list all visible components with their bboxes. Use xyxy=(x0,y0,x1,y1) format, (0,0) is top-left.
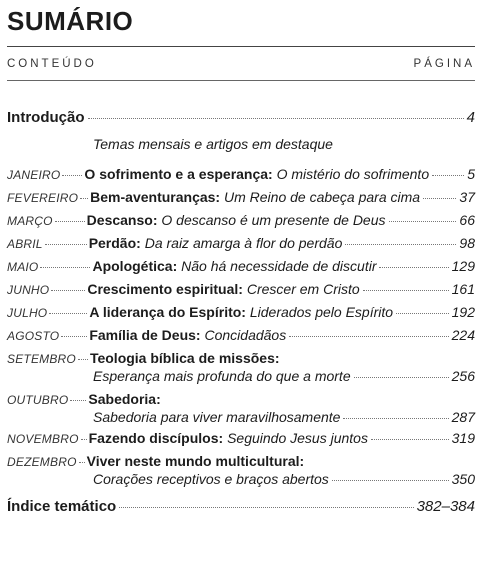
month-label: MAIO xyxy=(7,260,39,274)
toc-entry-page: 98 xyxy=(459,235,475,251)
month-label: OUTUBRO xyxy=(7,393,69,407)
topic-title: Descanso: xyxy=(86,212,158,228)
toc-entry-month[interactable] xyxy=(7,212,475,230)
dot-leader xyxy=(79,462,85,463)
toc-entry-page: 256 xyxy=(451,368,475,384)
dot-leader xyxy=(289,336,448,337)
dot-leader xyxy=(70,400,86,401)
dot-leader xyxy=(389,221,457,222)
dot-leader xyxy=(80,198,88,199)
article-title: O descanso é um presente de Deus xyxy=(161,212,386,228)
topic-title: Apologética: xyxy=(92,258,178,274)
article-title: Não há necessidade de discutir xyxy=(181,258,377,274)
article-title: Corações receptivos e braços abertos xyxy=(93,471,329,487)
dot-leader xyxy=(371,439,449,440)
dot-leader xyxy=(81,439,87,440)
dot-leader xyxy=(345,244,456,245)
topic-title: Perdão: xyxy=(88,235,141,251)
dot-leader xyxy=(61,336,87,337)
toc-entry-article-line[interactable] xyxy=(93,471,475,488)
month-label: JULHO xyxy=(7,306,48,320)
toc-entry-month[interactable] xyxy=(7,258,475,276)
toc-entry-index[interactable] xyxy=(7,498,475,515)
dot-leader xyxy=(396,313,449,314)
toc-entry-article-line[interactable] xyxy=(93,409,475,426)
month-label: FEVEREIRO xyxy=(7,191,79,205)
month-label: DEZEMBRO xyxy=(7,455,77,469)
dot-leader xyxy=(423,198,456,199)
article-title: Liderados pelo Espírito xyxy=(249,304,394,320)
article-title: Crescer em Cristo xyxy=(246,281,360,297)
topic-title: Fazendo discípulos: xyxy=(88,430,224,446)
toc-entry-month[interactable] xyxy=(7,189,475,207)
dot-leader xyxy=(78,359,88,360)
topic-title: Família de Deus: xyxy=(89,327,201,343)
column-header xyxy=(7,58,475,70)
toc-entry-month[interactable] xyxy=(7,327,475,345)
dot-leader xyxy=(363,290,449,291)
toc-entry-month[interactable] xyxy=(7,304,475,322)
article-title: Da raiz amarga à flor do perdão xyxy=(144,235,343,251)
topic-title: Viver neste mundo multicultural: xyxy=(86,453,305,469)
toc-entry-article-line[interactable] xyxy=(93,368,475,385)
toc-entry-page: 319 xyxy=(451,430,475,446)
month-label: JANEIRO xyxy=(7,168,61,182)
toc-entry-page: 161 xyxy=(451,281,475,297)
toc-entry-page: 4 xyxy=(466,109,475,126)
toc-entry-page: 66 xyxy=(459,212,475,228)
section-subtitle: Temas mensais e artigos em destaque xyxy=(93,136,333,152)
toc-entry-month[interactable] xyxy=(7,430,475,448)
month-label: JUNHO xyxy=(7,283,50,297)
toc-entry-page: 5 xyxy=(467,166,475,182)
month-label: AGOSTO xyxy=(7,329,60,343)
dot-leader xyxy=(119,507,413,508)
dot-leader xyxy=(45,244,87,245)
topic-title: O sofrimento e a esperança: xyxy=(84,166,273,182)
toc-entry-label: Introdução xyxy=(7,109,85,126)
month-label: ABRIL xyxy=(7,237,43,251)
title-rule xyxy=(7,46,475,47)
toc-entry-month[interactable] xyxy=(7,235,475,253)
toc-entry-month[interactable] xyxy=(7,350,475,368)
article-title: Sabedoria para viver maravilhosamente xyxy=(93,409,341,425)
header-rule xyxy=(7,80,475,81)
toc-entry-page: 37 xyxy=(459,189,475,205)
dot-leader xyxy=(49,313,87,314)
dot-leader xyxy=(379,267,448,268)
topic-title: Crescimento espiritual: xyxy=(87,281,243,297)
toc-entry-page: 224 xyxy=(451,327,475,343)
topic-title: Teologia bíblica de missões: xyxy=(89,350,280,366)
dot-leader xyxy=(55,221,85,222)
dot-leader xyxy=(343,418,448,419)
contents-column-label: CONTEÚDO xyxy=(7,58,97,70)
toc-entry-month[interactable] xyxy=(7,453,475,471)
topic-title: Bem-aventuranças: xyxy=(90,189,221,205)
toc-entry-page: 350 xyxy=(451,471,475,487)
toc-entry-page: 382–384 xyxy=(416,498,475,515)
toc-entry-page: 192 xyxy=(451,304,475,320)
month-label: SETEMBRO xyxy=(7,352,76,366)
toc-entry-page: 129 xyxy=(451,258,475,274)
toc-entry-month[interactable] xyxy=(7,391,475,409)
dot-leader xyxy=(51,290,85,291)
article-title: Seguindo Jesus juntos xyxy=(227,430,368,446)
toc-entry-label: Índice temático xyxy=(7,498,117,515)
page-title: SUMÁRIO xyxy=(7,6,134,36)
dot-leader xyxy=(432,175,464,176)
page-column-label: PÁGINA xyxy=(413,58,475,70)
topic-title: A liderança do Espírito: xyxy=(89,304,246,320)
article-title: O mistério do sofrimento xyxy=(276,166,430,182)
dot-leader xyxy=(332,480,449,481)
dot-leader xyxy=(62,175,82,176)
topic-title: Sabedoria: xyxy=(88,391,161,407)
toc-entry-intro[interactable] xyxy=(7,109,475,126)
article-title: Esperança mais profunda do que a morte xyxy=(93,368,351,384)
month-label: NOVEMBRO xyxy=(7,432,79,446)
toc-entry-page: 287 xyxy=(451,409,475,425)
toc-entry-month[interactable] xyxy=(7,281,475,299)
dot-leader xyxy=(40,267,90,268)
toc-entry-month[interactable] xyxy=(7,166,475,184)
article-title: Concidadãos xyxy=(204,327,287,343)
month-label: MARÇO xyxy=(7,214,53,228)
dot-leader xyxy=(88,118,464,119)
dot-leader xyxy=(354,377,449,378)
article-title: Um Reino de cabeça para cima xyxy=(223,189,421,205)
